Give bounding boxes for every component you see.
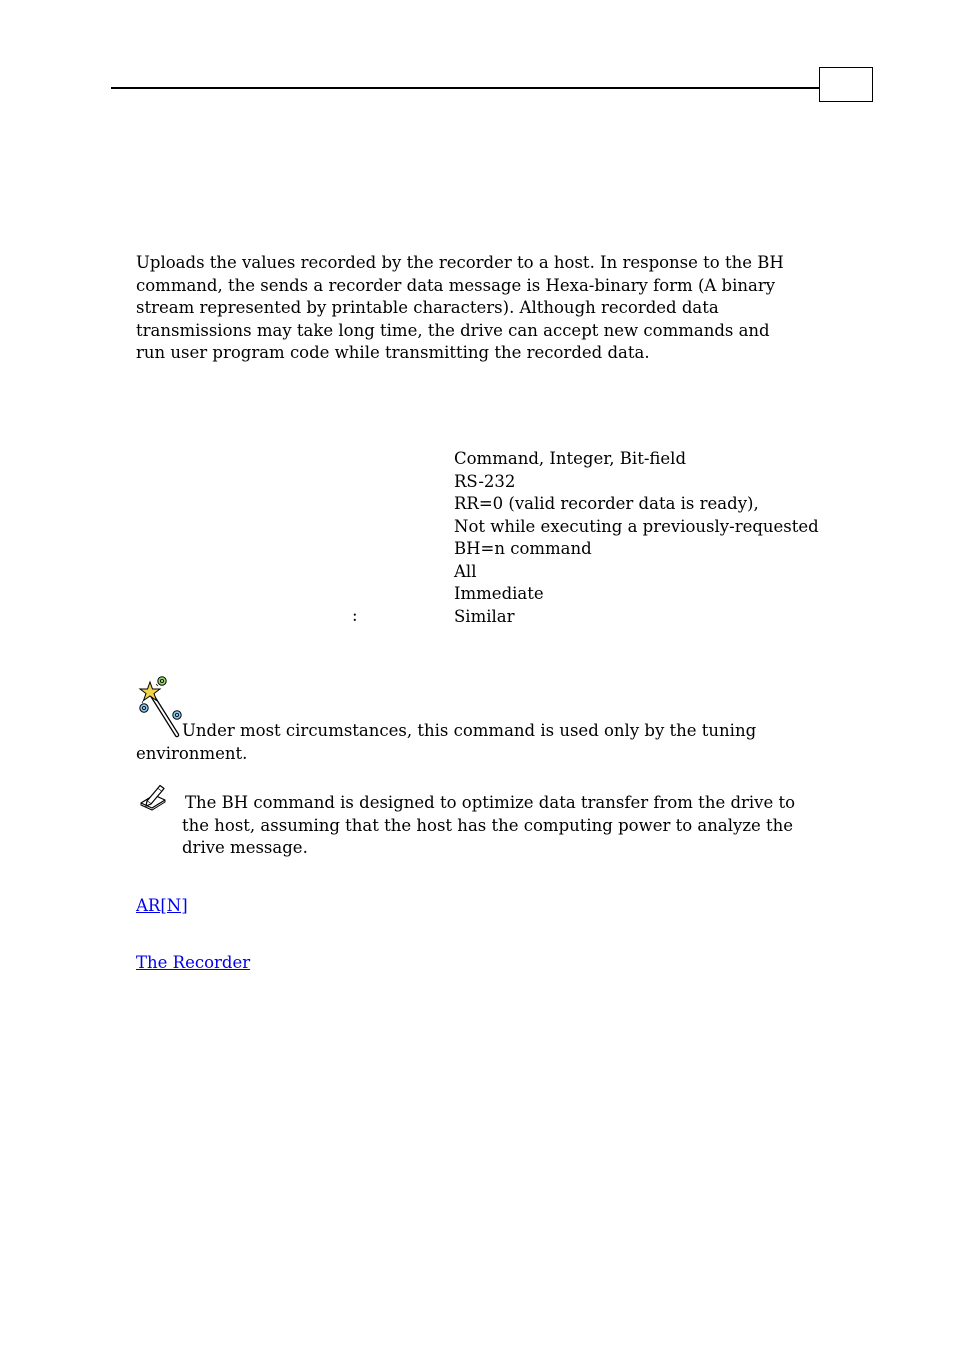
attribute-values <box>454 448 819 628</box>
attribute-type-value: Command, Integer, Bit-field <box>454 449 687 468</box>
attribute-timing-value: Immediate <box>454 584 544 603</box>
link-the-recorder[interactable]: The Recorder <box>136 953 251 972</box>
note-pad-pencil-icon <box>138 782 168 812</box>
attribute-colon: : <box>352 606 358 625</box>
tip-text: Under most circumstances, this command is used only by the tuning environment. <box>136 721 757 763</box>
attribute-scope-value: All <box>454 561 477 581</box>
header-rule <box>111 87 819 89</box>
attribute-source-value: RS-232 <box>454 471 516 491</box>
attribute-restriction-value-2: Not while executing a previously-requested <box>454 516 819 536</box>
command-description: Uploads the values recorded by the recorder to a host. In response to the BH command, the sends a recorder data message is Hexa-binary form (A binary stream represented by printable characters). Although recorded data transmissions may take long time, the drive can accept new commands and run user program code while transmitting the recorded data. <box>136 253 784 362</box>
attribute-restriction-value-3: BH=n command <box>454 539 592 558</box>
link-ar-n[interactable]: AR[N] <box>136 896 188 915</box>
note-text: The BH command is designed to optimize data transfer from the drive to the host, assuming that the host has the computing power to analyze the drive message. <box>182 793 796 857</box>
attribute-compatibility-value: Similar <box>454 606 515 626</box>
attribute-restriction-value: RR=0 (valid recorder data is ready), <box>454 494 759 513</box>
page-number-box <box>819 67 873 102</box>
